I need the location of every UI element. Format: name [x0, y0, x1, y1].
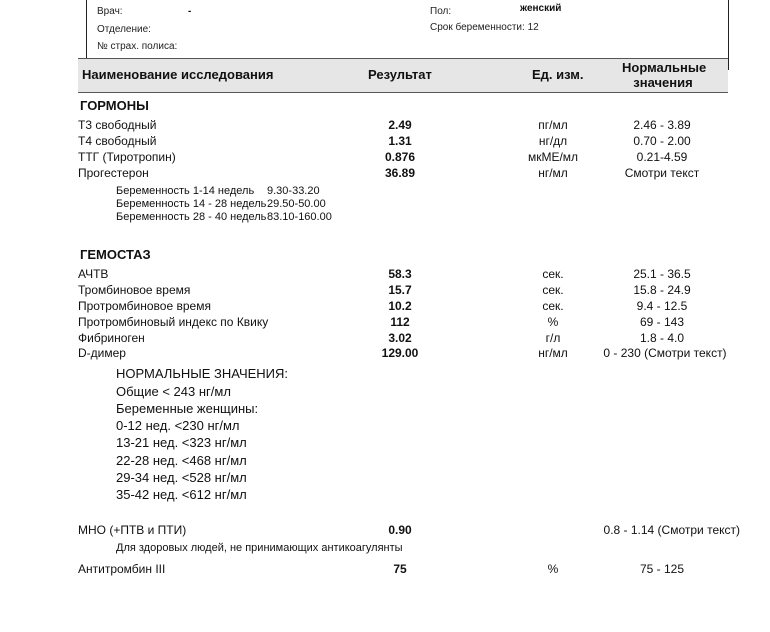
row-normal: 0.70 - 2.00: [633, 134, 691, 148]
row-name: D-димер: [78, 346, 126, 360]
sex-value: женский: [520, 3, 562, 14]
progesterone-ref-range: 83.10-160.00: [267, 211, 332, 223]
policy-label: № страх. полиса:: [97, 41, 178, 52]
row-name: АЧТВ: [78, 267, 109, 281]
col-result-header: Результат: [368, 67, 432, 82]
row-unit: сек.: [542, 299, 564, 313]
row-name: Протромбиновое время: [78, 299, 211, 313]
row-result: 58.3: [388, 267, 412, 281]
row-name: Фибриноген: [78, 331, 145, 345]
row-result: 2.49: [388, 118, 412, 132]
row-name: Тромбиновое время: [78, 283, 191, 297]
row-unit: нг/мл: [538, 346, 568, 360]
row-unit: пг/мл: [538, 118, 568, 132]
row-unit: %: [547, 315, 559, 329]
row-normal: 15.8 - 24.9: [633, 283, 691, 297]
row-normal: 2.46 - 3.89: [633, 118, 691, 132]
mno-note: Для здоровых людей, не принимающих антикоагулянты: [116, 542, 403, 554]
row-name: МНО (+ПТВ и ПТИ): [78, 523, 187, 537]
row-normal: 0.8 - 1.14 (Смотри текст): [603, 523, 740, 537]
row-unit: нг/мл: [538, 166, 568, 180]
header-frame-left: [86, 0, 87, 58]
sex-label: Пол:: [430, 6, 452, 17]
row-normal: 0.21-4.59: [636, 150, 688, 164]
ddimer-note: Общие < 243 нг/мл: [116, 384, 231, 399]
row-normal: 0 - 230 (Смотри текст): [603, 346, 727, 360]
doctor-label: Врач:: [97, 6, 123, 17]
row-unit: нг/дл: [538, 134, 568, 148]
section-hemostasis-title: ГЕМОСТАЗ: [80, 247, 151, 262]
table-header: [78, 58, 728, 93]
row-normal: Смотри текст: [624, 166, 700, 180]
col-unit-header: Ед. изм.: [532, 67, 584, 82]
col-name-header: Наименование исследования: [82, 67, 274, 82]
row-result: 15.7: [388, 283, 412, 297]
pregnancy-term: Срок беременности: 12: [430, 22, 539, 33]
ddimer-note: Беременные женщины:: [116, 401, 259, 416]
row-name: Протромбиновый индекс по Квику: [78, 315, 269, 329]
progesterone-ref-label: Беременность 1-14 недель: [116, 185, 255, 197]
ddimer-note: 22-28 нед. <468 нг/мл: [116, 453, 247, 468]
row-result: 1.31: [388, 134, 412, 148]
row-name: Антитромбин III: [78, 562, 166, 576]
row-name: Прогестерон: [78, 166, 149, 180]
col-normal-header: [622, 60, 707, 90]
row-normal: 75 - 125: [639, 562, 685, 576]
row-unit: сек.: [542, 283, 564, 297]
row-normal: 9.4 - 12.5: [636, 299, 688, 313]
row-result: 112: [390, 315, 410, 329]
doctor-value: -: [188, 6, 192, 17]
col-normal-header-line2: значения: [633, 75, 693, 90]
header-frame-right: [728, 0, 729, 70]
row-result: 0.876: [384, 150, 416, 164]
row-unit: г/л: [545, 331, 561, 345]
ddimer-note: НОРМАЛЬНЫЕ ЗНАЧЕНИЯ:: [116, 366, 289, 381]
row-normal: 1.8 - 4.0: [639, 331, 685, 345]
department-label: Отделение:: [97, 24, 151, 35]
progesterone-ref-label: Беременность 28 - 40 недель: [116, 211, 267, 223]
row-name: ТТГ (Тиротропин): [78, 150, 176, 164]
ddimer-note: 0-12 нед. <230 нг/мл: [116, 418, 240, 433]
row-result: 36.89: [384, 166, 416, 180]
row-name: Т3 свободный: [78, 118, 157, 132]
row-result: 129.00: [381, 346, 419, 360]
row-name: Т4 свободный: [78, 134, 157, 148]
progesterone-ref-label: Беременность 14 - 28 недель: [116, 198, 267, 210]
row-unit: мкМЕ/мл: [527, 150, 579, 164]
row-result: 10.2: [388, 299, 412, 313]
row-unit: %: [547, 562, 559, 576]
row-result: 0.90: [388, 523, 412, 537]
ddimer-note: 13-21 нед. <323 нг/мл: [116, 435, 247, 450]
section-hormones-title: ГОРМОНЫ: [80, 98, 149, 113]
ddimer-note: 29-34 нед. <528 нг/мл: [116, 470, 247, 485]
row-normal: 25.1 - 36.5: [633, 267, 691, 281]
row-result: 75: [393, 562, 407, 576]
progesterone-ref-range: 9.30-33.20: [267, 185, 320, 197]
ddimer-note: 35-42 нед. <612 нг/мл: [116, 487, 247, 502]
row-result: 3.02: [388, 331, 412, 345]
progesterone-ref-range: 29.50-50.00: [267, 198, 326, 210]
row-unit: сек.: [542, 267, 564, 281]
col-normal-header-line1: Нормальные: [622, 60, 707, 75]
row-normal: 69 - 143: [639, 315, 685, 329]
